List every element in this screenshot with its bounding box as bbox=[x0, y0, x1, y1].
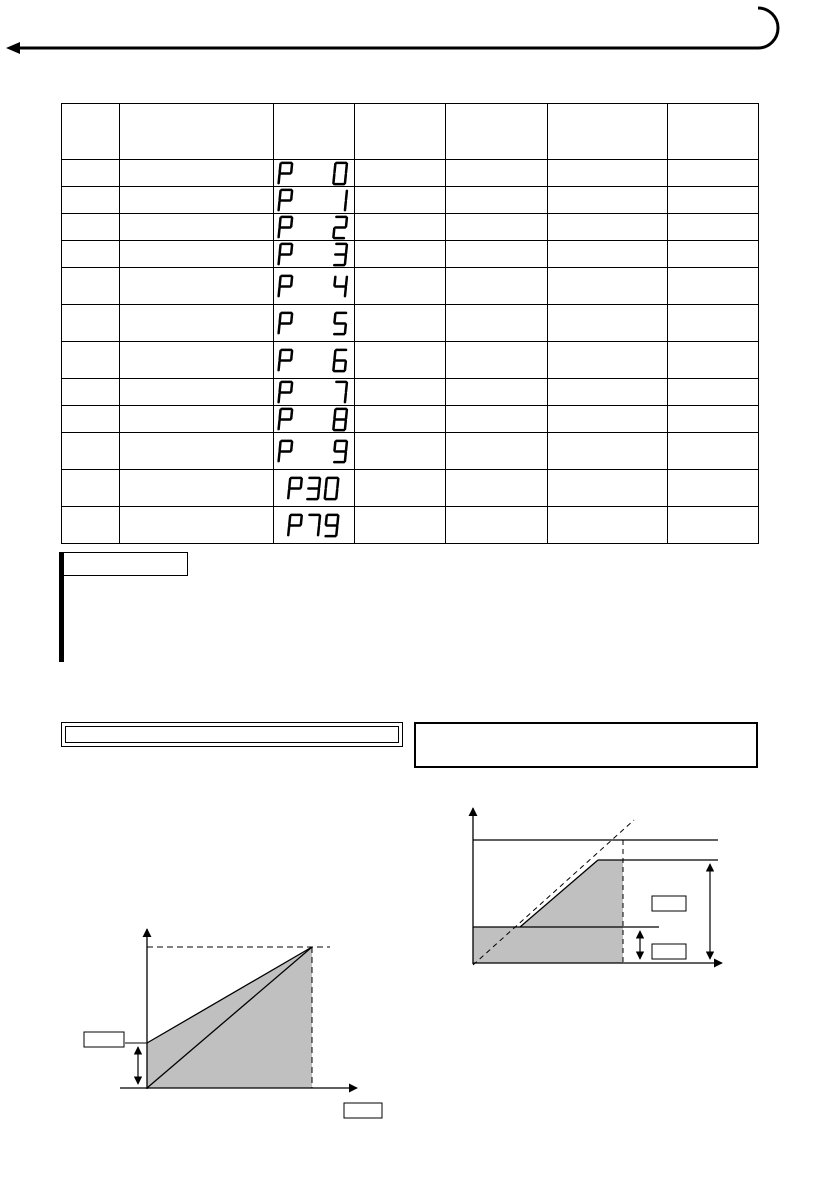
right-upper-param-box bbox=[652, 896, 686, 911]
right-lower-param-box bbox=[652, 944, 686, 959]
right-shaded-area bbox=[473, 860, 623, 963]
